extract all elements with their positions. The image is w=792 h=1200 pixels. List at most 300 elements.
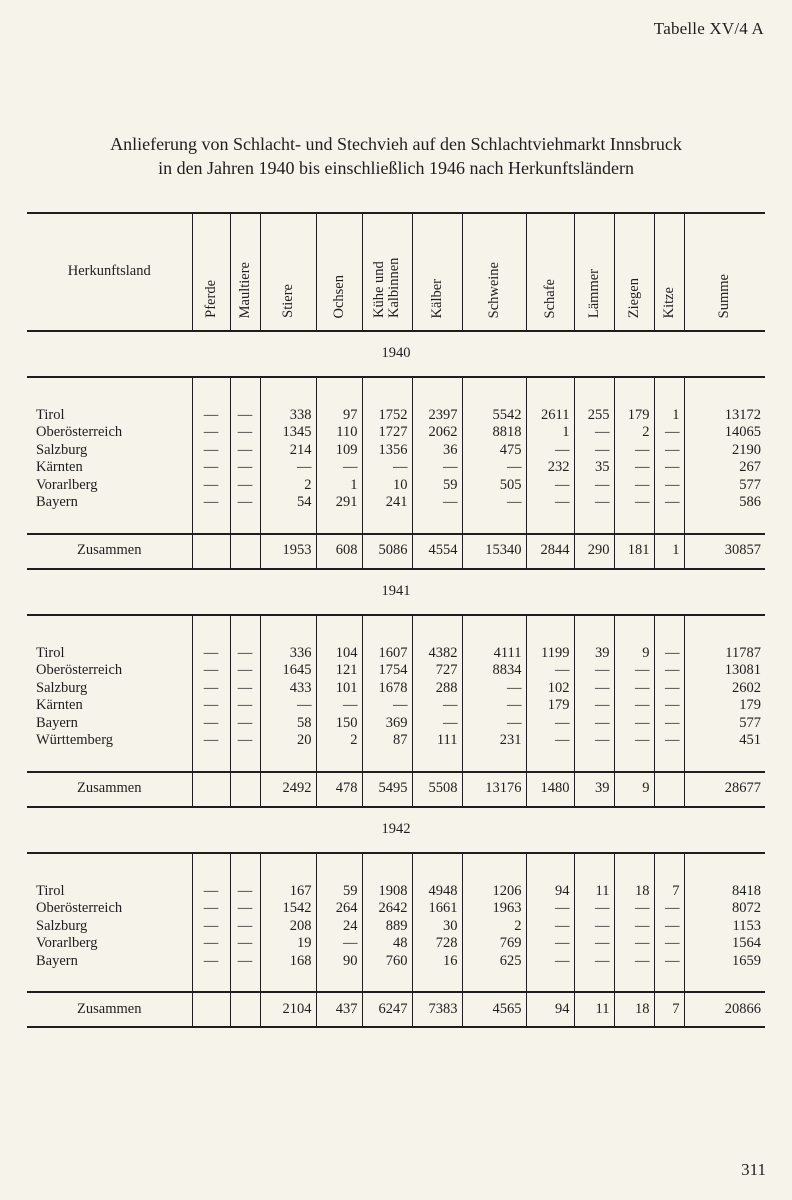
- table-cell: 208: [260, 918, 316, 936]
- table-cell: 2062: [412, 424, 462, 442]
- table-cell: —: [230, 697, 260, 715]
- table-cell: —: [614, 697, 654, 715]
- spacer-cell: [462, 853, 526, 883]
- table-cell: 19: [260, 935, 316, 953]
- table-cell: 505: [462, 477, 526, 495]
- total-row: [27, 992, 765, 1027]
- total-cell: 2104: [260, 992, 316, 1027]
- spacer-cell: [192, 377, 230, 407]
- table-cell: 1206: [462, 883, 526, 901]
- spacer-cell: [362, 970, 412, 992]
- table-cell: 336: [260, 645, 316, 663]
- spacer-cell: [526, 377, 574, 407]
- table-title: [20, 132, 772, 180]
- year-heading-row: [27, 569, 765, 615]
- table-cell: —: [654, 477, 684, 495]
- row-label: Vorarlberg: [27, 935, 192, 953]
- table-cell: —: [574, 477, 614, 495]
- spacer-cell: [362, 512, 412, 534]
- title-line-2: in den Jahren 1940 bis einschließlich 1946 nach Herkunftsländern: [158, 158, 634, 178]
- table-cell: —: [614, 662, 654, 680]
- table-cell: 214: [260, 442, 316, 460]
- spacer-cell: [654, 853, 684, 883]
- column-header-label: Schafe: [541, 278, 558, 318]
- spacer-cell: [412, 750, 462, 772]
- table-cell: —: [192, 494, 230, 512]
- table-cell: 35: [574, 459, 614, 477]
- table-cell: —: [192, 953, 230, 971]
- spacer-cell: [462, 615, 526, 645]
- column-header-label: Summe: [716, 273, 733, 318]
- table-cell: —: [574, 935, 614, 953]
- table-cell: 110: [316, 424, 362, 442]
- total-cell: [230, 772, 260, 807]
- table-cell: —: [192, 407, 230, 425]
- table-cell: 1908: [362, 883, 412, 901]
- total-row: [27, 534, 765, 569]
- table-cell: —: [192, 477, 230, 495]
- table-cell: 232: [526, 459, 574, 477]
- total-cell: 478: [316, 772, 362, 807]
- table-row: [27, 477, 765, 495]
- table-cell: 10: [362, 477, 412, 495]
- table-cell: —: [316, 697, 362, 715]
- table-cell: —: [230, 424, 260, 442]
- table-cell: 1: [654, 407, 684, 425]
- row-label: Oberösterreich: [27, 662, 192, 680]
- table-cell: 59: [412, 477, 462, 495]
- table-cell: 264: [316, 900, 362, 918]
- year-heading: 1942: [27, 807, 765, 853]
- table-row: [27, 883, 765, 901]
- total-cell: 11: [574, 992, 614, 1027]
- table-row: [27, 953, 765, 971]
- table-cell: 104: [316, 645, 362, 663]
- row-label: Vorarlberg: [27, 477, 192, 495]
- spacer-cell: [526, 615, 574, 645]
- total-cell: 15340: [462, 534, 526, 569]
- table-cell: —: [526, 953, 574, 971]
- table-cell: 1: [526, 424, 574, 442]
- table-cell: —: [412, 697, 462, 715]
- table-cell: —: [654, 645, 684, 663]
- table-cell: —: [412, 494, 462, 512]
- spacer-cell: [192, 750, 230, 772]
- table-cell: 577: [739, 714, 761, 731]
- column-header-label: Pferde: [202, 280, 219, 318]
- table-cell: 2397: [412, 407, 462, 425]
- table-cell: 8834: [462, 662, 526, 680]
- table-row: [27, 645, 765, 663]
- total-cell: 7: [654, 992, 684, 1027]
- table-cell: 475: [462, 442, 526, 460]
- table-cell: —: [654, 918, 684, 936]
- spacer-cell: [526, 970, 574, 992]
- spacer-cell: [462, 750, 526, 772]
- table-cell: —: [526, 662, 574, 680]
- table-row: [27, 900, 765, 918]
- spacer-row: [27, 750, 765, 772]
- table-cell: —: [230, 662, 260, 680]
- table-cell: 87: [362, 732, 412, 750]
- table-cell: 2190: [732, 441, 761, 458]
- table-cell: —: [574, 442, 614, 460]
- table-cell: —: [230, 477, 260, 495]
- table-cell: —: [526, 494, 574, 512]
- table-cell: 179: [739, 697, 761, 713]
- table-cell: —: [230, 715, 260, 733]
- table-cell: —: [260, 459, 316, 477]
- spacer-row: [27, 377, 765, 407]
- table-cell: 433: [260, 680, 316, 698]
- header-row: [27, 213, 765, 331]
- table-cell: —: [230, 494, 260, 512]
- table-cell: —: [654, 715, 684, 733]
- spacer-cell: [260, 750, 316, 772]
- total-cell: 30857: [684, 534, 765, 569]
- spacer-cell: [260, 970, 316, 992]
- total-cell: 13176: [462, 772, 526, 807]
- table-cell: —: [192, 918, 230, 936]
- table-cell: 769: [462, 935, 526, 953]
- spacer-cell: [230, 750, 260, 772]
- column-header-8: [526, 213, 574, 331]
- year-heading-row: [27, 807, 765, 853]
- row-label: Bayern: [27, 715, 192, 733]
- spacer-cell: [574, 512, 614, 534]
- table-cell: —: [362, 697, 412, 715]
- table-row: [27, 407, 765, 425]
- table-cell: —: [574, 732, 614, 750]
- spacer-cell: [27, 970, 192, 992]
- table-cell: 1754: [362, 662, 412, 680]
- spacer-cell: [412, 512, 462, 534]
- spacer-cell: [412, 377, 462, 407]
- table-cell: —: [654, 732, 684, 750]
- spacer-cell: [412, 970, 462, 992]
- table-row: [27, 459, 765, 477]
- total-cell: 1480: [526, 772, 574, 807]
- total-cell: 2492: [260, 772, 316, 807]
- table-cell: —: [574, 680, 614, 698]
- year-heading-row: [27, 331, 765, 377]
- spacer-cell: [260, 512, 316, 534]
- table-cell: —: [192, 645, 230, 663]
- spacer-cell: [362, 853, 412, 883]
- spacer-cell: [316, 970, 362, 992]
- page-number: 311: [741, 1160, 766, 1179]
- table-cell: —: [192, 662, 230, 680]
- total-cell: [230, 992, 260, 1027]
- table-cell: —: [526, 900, 574, 918]
- spacer-cell: [462, 377, 526, 407]
- table-cell: —: [316, 459, 362, 477]
- row-label: Oberösterreich: [27, 900, 192, 918]
- row-label: Oberösterreich: [27, 424, 192, 442]
- table-row: [27, 697, 765, 715]
- table-cell: —: [614, 732, 654, 750]
- total-cell: 20866: [684, 992, 765, 1027]
- table-cell: 150: [316, 715, 362, 733]
- table-row: [27, 935, 765, 953]
- table-cell: —: [526, 732, 574, 750]
- spacer-cell: [574, 377, 614, 407]
- table-cell: —: [230, 645, 260, 663]
- table-cell: —: [192, 459, 230, 477]
- table-cell: —: [192, 935, 230, 953]
- table-row: [27, 918, 765, 936]
- table-cell: —: [192, 697, 230, 715]
- table-cell: —: [526, 918, 574, 936]
- column-header-label: Schweine: [485, 261, 502, 318]
- column-header-label: Ziegen: [625, 277, 642, 318]
- table-cell: —: [462, 697, 526, 715]
- table-cell: 255: [574, 407, 614, 425]
- table-cell: 16: [412, 953, 462, 971]
- spacer-cell: [614, 970, 654, 992]
- table-cell: —: [462, 715, 526, 733]
- table-cell: —: [614, 900, 654, 918]
- column-header-label: Stiere: [279, 284, 296, 318]
- table-cell: 168: [260, 953, 316, 971]
- table-cell: —: [654, 935, 684, 953]
- table-cell: 97: [316, 407, 362, 425]
- spacer-cell: [574, 853, 614, 883]
- table-cell: 24: [316, 918, 362, 936]
- spacer-cell: [362, 377, 412, 407]
- table-cell: 4382: [412, 645, 462, 663]
- total-cell: 437: [316, 992, 362, 1027]
- table-cell: 4948: [412, 883, 462, 901]
- table-cell: 1564: [732, 935, 761, 951]
- table-cell: 58: [260, 715, 316, 733]
- table-cell: —: [654, 442, 684, 460]
- column-header-3: [260, 213, 316, 331]
- table-cell: —: [192, 442, 230, 460]
- table-cell: —: [230, 732, 260, 750]
- table-cell: 889: [362, 918, 412, 936]
- table-cell: 1659: [732, 952, 761, 969]
- table-cell: —: [230, 442, 260, 460]
- column-header-label: Kühe und Kalbinnen: [371, 257, 402, 318]
- spacer-cell: [654, 512, 684, 534]
- column-header-5: [362, 213, 412, 331]
- spacer-cell: [614, 750, 654, 772]
- spacer-cell: [574, 750, 614, 772]
- spacer-cell: [412, 853, 462, 883]
- table-cell: —: [614, 680, 654, 698]
- table-row: [27, 494, 765, 512]
- spacer-row: [27, 512, 765, 534]
- table-cell: —: [230, 680, 260, 698]
- table-cell: 1752: [362, 407, 412, 425]
- total-cell: 6247: [362, 992, 412, 1027]
- spacer-cell: [192, 512, 230, 534]
- column-header-label: Maultiere: [236, 261, 253, 318]
- spacer-cell: [230, 970, 260, 992]
- table-cell: 2: [260, 477, 316, 495]
- table-cell: —: [526, 935, 574, 953]
- spacer-cell: [316, 750, 362, 772]
- table-cell: —: [192, 680, 230, 698]
- table-cell: 13081: [724, 662, 761, 678]
- table-cell: 54: [260, 494, 316, 512]
- spacer-cell: [614, 512, 654, 534]
- spacer-cell: [192, 970, 230, 992]
- table-cell: —: [412, 715, 462, 733]
- total-cell: [192, 534, 230, 569]
- spacer-cell: [412, 615, 462, 645]
- row-label: Württemberg: [27, 732, 192, 750]
- table-cell: 8418: [732, 882, 761, 899]
- row-label: Kärnten: [27, 459, 192, 477]
- total-cell: 7383: [412, 992, 462, 1027]
- table-cell: 13172: [724, 406, 761, 423]
- table-cell: 102: [526, 680, 574, 698]
- table-cell: —: [462, 494, 526, 512]
- table-cell: —: [654, 697, 684, 715]
- spacer-cell: [230, 512, 260, 534]
- table-cell: —: [574, 697, 614, 715]
- total-cell: 2844: [526, 534, 574, 569]
- total-label: Zusammen: [27, 772, 192, 807]
- table-cell: —: [574, 715, 614, 733]
- table-cell: 1: [316, 477, 362, 495]
- spacer-cell: [316, 615, 362, 645]
- year-heading: 1941: [27, 569, 765, 615]
- total-cell: 5086: [362, 534, 412, 569]
- column-header-label: Kälber: [428, 278, 445, 318]
- spacer-row: [27, 853, 765, 883]
- table-row: [27, 715, 765, 733]
- table-row: [27, 680, 765, 698]
- spacer-cell: [230, 377, 260, 407]
- spacer-cell: [27, 377, 192, 407]
- column-header-label: Kitze: [660, 286, 677, 318]
- row-label: Bayern: [27, 494, 192, 512]
- spacer-cell: [362, 615, 412, 645]
- table-cell: 109: [316, 442, 362, 460]
- total-cell: [654, 772, 684, 807]
- table-cell: —: [574, 494, 614, 512]
- column-header-2: [230, 213, 260, 331]
- table-cell: —: [192, 424, 230, 442]
- column-header-10: [614, 213, 654, 331]
- table-cell: 577: [739, 476, 761, 493]
- table-cell: 451: [739, 732, 761, 748]
- table-cell: 231: [462, 732, 526, 750]
- table-cell: 1153: [732, 917, 761, 934]
- table-cell: —: [260, 697, 316, 715]
- row-label: Salzburg: [27, 680, 192, 698]
- spacer-cell: [684, 853, 765, 883]
- column-header-label: Lämmer: [585, 268, 602, 318]
- table-cell: 2642: [362, 900, 412, 918]
- table-cell: —: [230, 900, 260, 918]
- table-cell: 1199: [526, 645, 574, 663]
- year-heading: 1940: [27, 331, 765, 377]
- table-cell: 2611: [526, 407, 574, 425]
- spacer-cell: [260, 377, 316, 407]
- table-row: [27, 732, 765, 750]
- table-cell: 9: [614, 645, 654, 663]
- spacer-cell: [654, 750, 684, 772]
- spacer-cell: [614, 377, 654, 407]
- table-cell: 90: [316, 953, 362, 971]
- table-cell: —: [614, 918, 654, 936]
- table-cell: —: [526, 715, 574, 733]
- total-cell: 94: [526, 992, 574, 1027]
- total-cell: 4565: [462, 992, 526, 1027]
- table-cell: 2602: [732, 679, 761, 696]
- table-reference: Tabelle XV/4 A: [653, 19, 764, 38]
- spacer-cell: [230, 615, 260, 645]
- spacer-row: [27, 615, 765, 645]
- table-cell: 36: [412, 442, 462, 460]
- table-cell: 1607: [362, 645, 412, 663]
- spacer-cell: [684, 970, 765, 992]
- table-cell: —: [654, 662, 684, 680]
- spacer-cell: [27, 750, 192, 772]
- table-cell: —: [654, 494, 684, 512]
- spacer-cell: [654, 970, 684, 992]
- table-cell: 8072: [732, 900, 761, 916]
- table-cell: 727: [412, 662, 462, 680]
- spacer-cell: [574, 615, 614, 645]
- total-cell: 9: [614, 772, 654, 807]
- table-cell: —: [192, 732, 230, 750]
- table-cell: 1356: [362, 442, 412, 460]
- spacer-cell: [27, 615, 192, 645]
- table-cell: —: [362, 459, 412, 477]
- table-cell: —: [654, 900, 684, 918]
- table-cell: —: [574, 918, 614, 936]
- table-cell: —: [316, 935, 362, 953]
- table-cell: 11787: [725, 644, 761, 661]
- table-cell: 1678: [362, 680, 412, 698]
- table-cell: 1661: [412, 900, 462, 918]
- title-line-1: Anlieferung von Schlacht- und Stechvieh auf den Schlachtviehmarkt Innsbruck: [110, 134, 682, 154]
- total-cell: [230, 534, 260, 569]
- spacer-cell: [684, 377, 765, 407]
- table-cell: —: [230, 935, 260, 953]
- table-cell: 586: [739, 494, 761, 510]
- spacer-cell: [260, 853, 316, 883]
- table-cell: —: [654, 424, 684, 442]
- table-cell: 288: [412, 680, 462, 698]
- table-row: [27, 662, 765, 680]
- table-cell: —: [192, 715, 230, 733]
- spacer-cell: [684, 615, 765, 645]
- table-cell: 11: [574, 883, 614, 901]
- table-cell: —: [614, 477, 654, 495]
- row-label: Tirol: [27, 407, 192, 425]
- table-cell: —: [230, 883, 260, 901]
- table-cell: —: [192, 883, 230, 901]
- spacer-cell: [654, 377, 684, 407]
- table-cell: —: [654, 680, 684, 698]
- table-cell: 369: [362, 715, 412, 733]
- table-cell: 4111: [462, 645, 526, 663]
- table-cell: —: [230, 953, 260, 971]
- table-cell: 2: [462, 918, 526, 936]
- spacer-cell: [362, 750, 412, 772]
- row-label: Salzburg: [27, 918, 192, 936]
- spacer-cell: [27, 853, 192, 883]
- spacer-row: [27, 970, 765, 992]
- table-cell: 2: [614, 424, 654, 442]
- spacer-cell: [614, 853, 654, 883]
